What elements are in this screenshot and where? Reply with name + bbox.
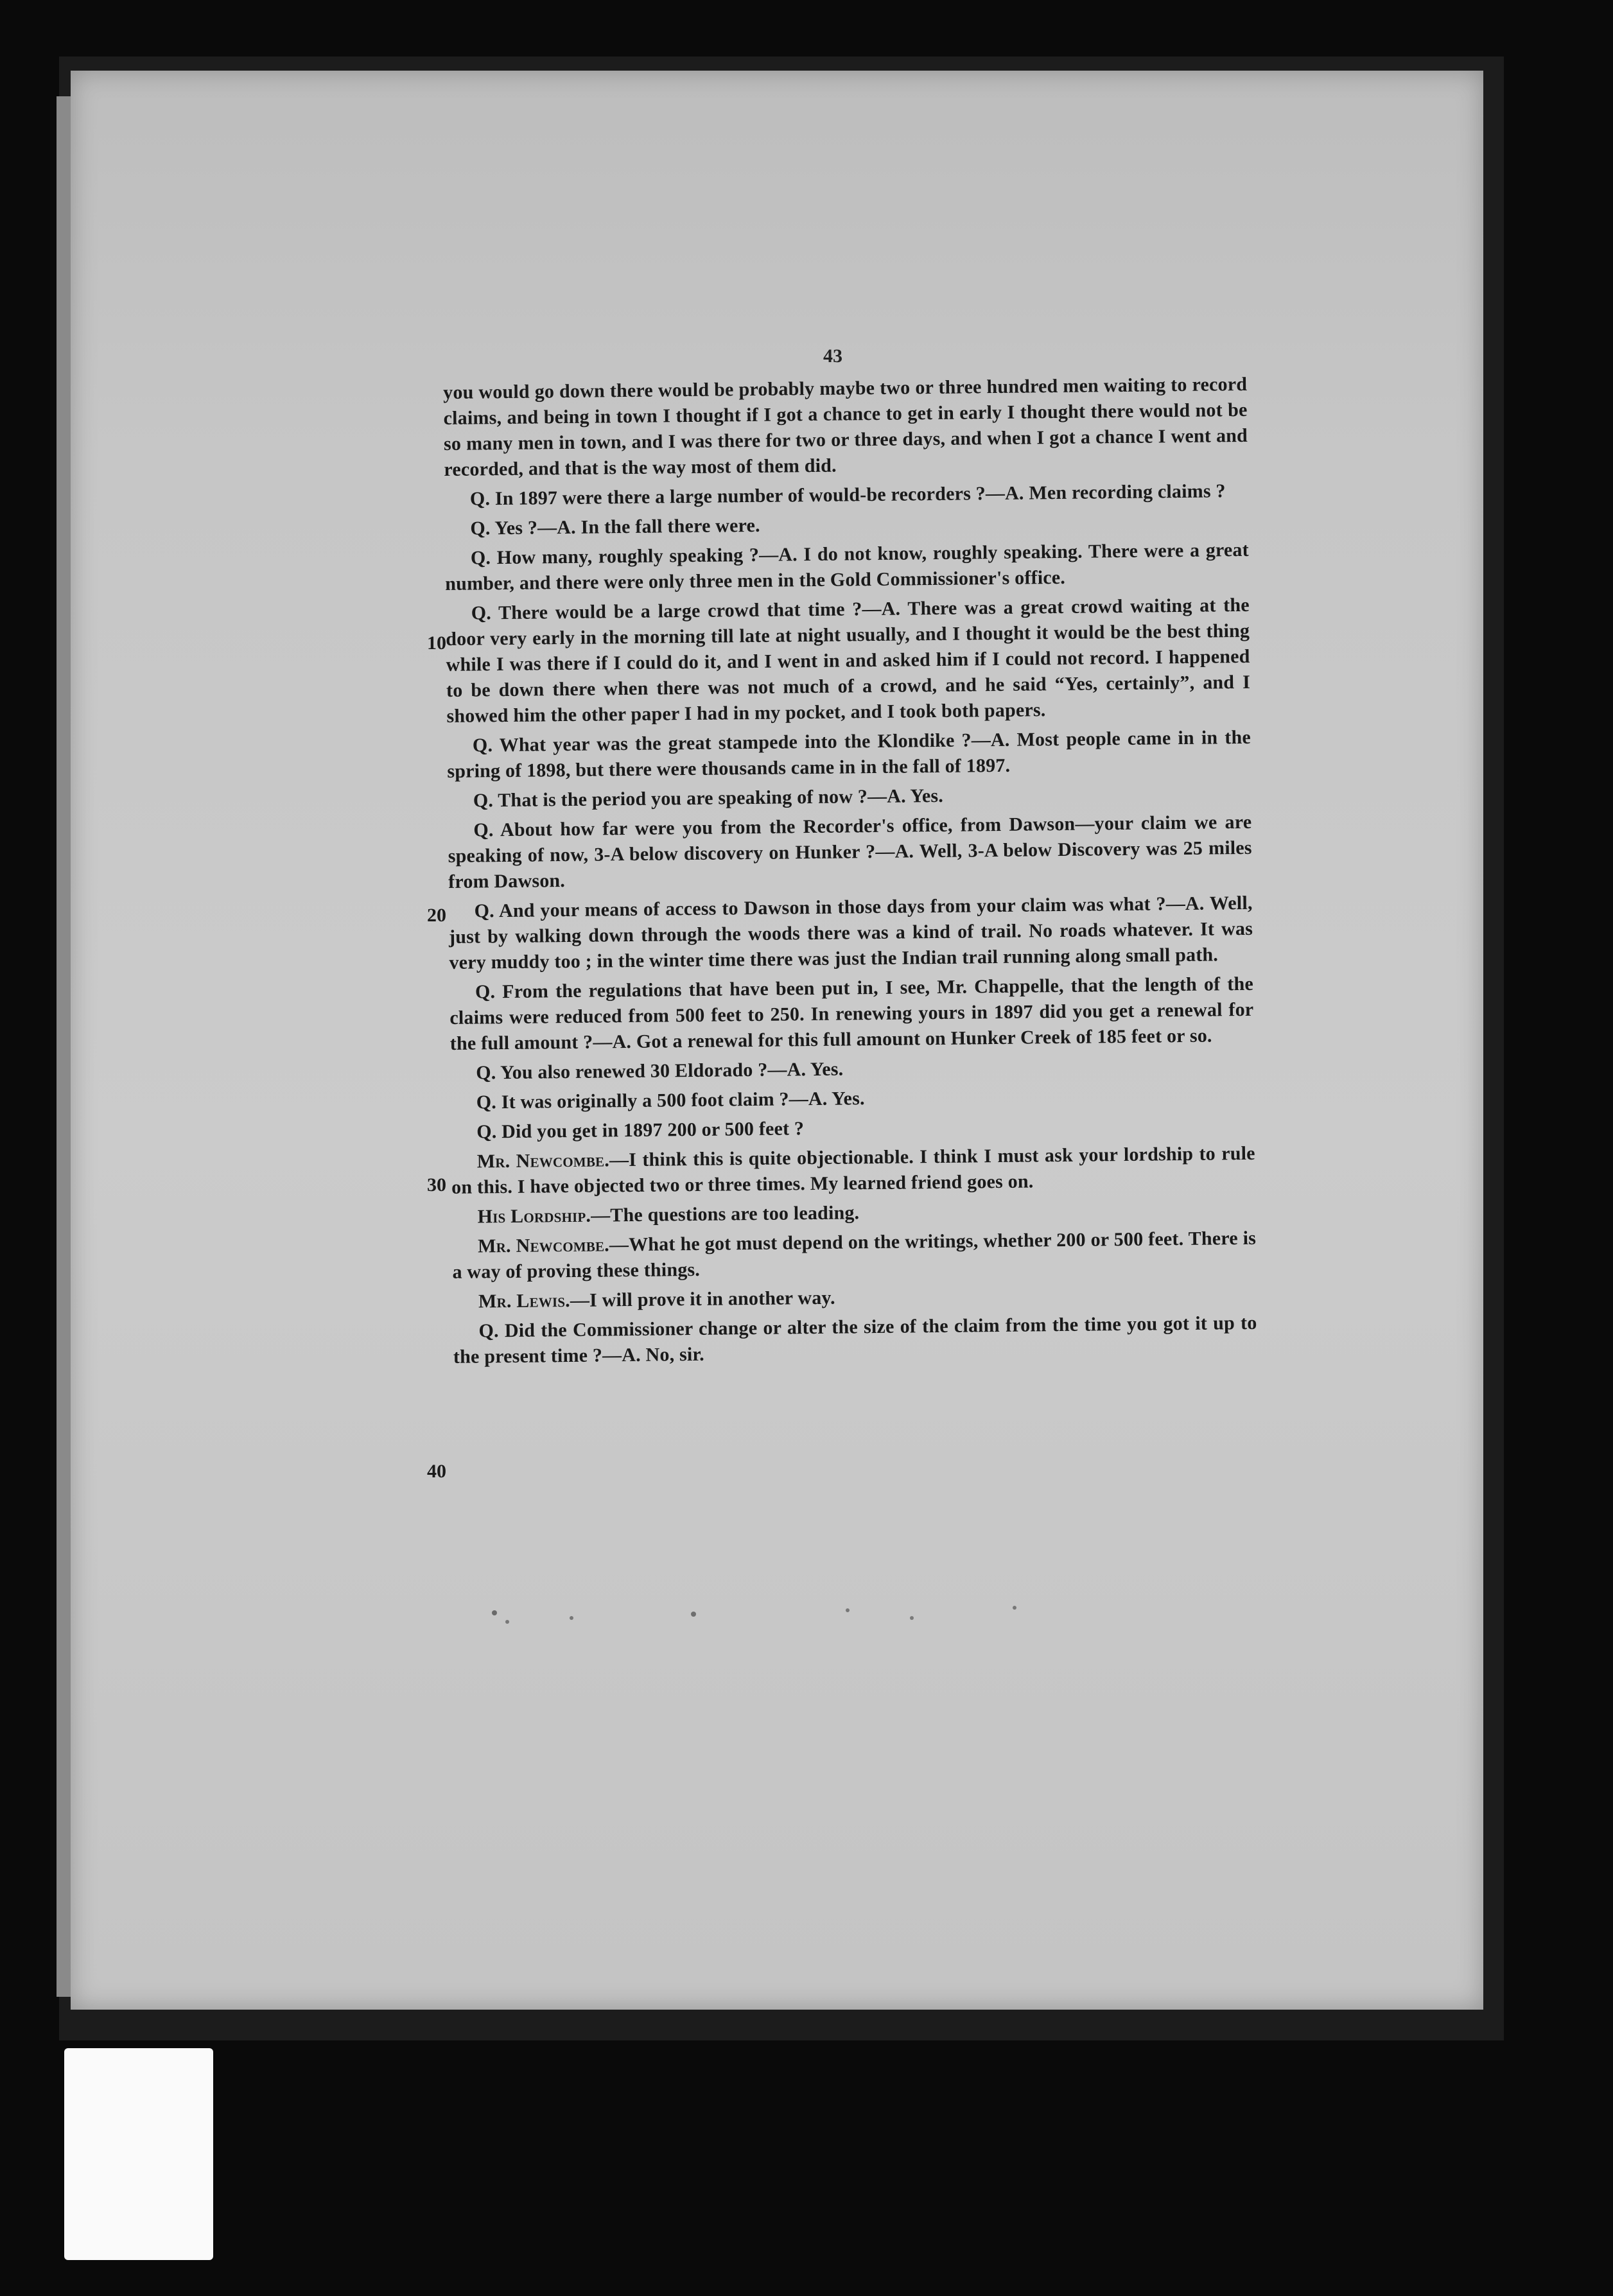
document-body bbox=[443, 372, 1257, 1374]
line-number-40: 40 bbox=[427, 1461, 446, 1482]
paragraph-text: Q. About how far were you from the Recorder's office, from Dawson—your claim we are speaking of now, 3-A below discovery on Hunker ?—A. Well, 3-A below Discovery was 25 miles from Dawson. bbox=[448, 811, 1252, 892]
paragraph-text: —The questions are too leading. bbox=[590, 1202, 860, 1226]
paragraph-text: Q. Did you get in 1897 200 or 500 feet ? bbox=[476, 1118, 805, 1143]
paragraph-text: —I think this is quite objectionable. I think I must ask your lordship to rule on this. I have objected two or three times. My learned friend goes on. bbox=[451, 1142, 1255, 1198]
paragraph bbox=[448, 810, 1252, 895]
paragraph bbox=[451, 1111, 1255, 1145]
page-number: 43 bbox=[823, 345, 842, 367]
paragraph bbox=[445, 537, 1250, 597]
paragraph-text: —What he got must depend on the writings, whether 200 or 500 feet. There is a way of proving these things. bbox=[452, 1227, 1257, 1283]
paragraph-text: Q. In 1897 were there a large number of would-be recorders ?—A. Men recording claims ? bbox=[469, 480, 1226, 510]
speaker-name: Mr. Lewis. bbox=[478, 1290, 571, 1312]
speaker-name: Mr. Newcombe. bbox=[476, 1149, 610, 1172]
paragraph bbox=[452, 1226, 1257, 1285]
paragraph-text: Q. It was originally a 500 foot claim ?—A. Yes. bbox=[476, 1088, 865, 1113]
speaker-name: Mr. Newcombe. bbox=[477, 1234, 610, 1257]
paragraph-text: Q. And your means of access to Dawson in those days from your claim was what ?—A. Well, just by walking down through the woods there was a kind of trail. No roads whatever. It was very muddy too ; in the winter time there was just the Indian trail running along small path. bbox=[448, 892, 1253, 973]
paragraph bbox=[449, 971, 1254, 1057]
paragraph-text: you would go down there would be probably maybe two or three hundred men waiting to record claims, and being in town I thought if I got a chance to get in early I thought there would not be so many men in town, and I was there for two or three days, and when I got a chance I went and recorded, and that is the way most of them did. bbox=[443, 373, 1248, 480]
paragraph bbox=[446, 593, 1251, 729]
paragraph-text: Q. Yes ?—A. In the fall there were. bbox=[470, 514, 760, 539]
paragraph bbox=[444, 478, 1248, 512]
ink-specks bbox=[475, 1599, 1053, 1637]
paragraph bbox=[450, 1052, 1254, 1086]
paragraph bbox=[451, 1196, 1255, 1230]
paragraph-text: Q. From the regulations that have been put in, I see, Mr. Chappelle, that the length of the claims were reduced from 500 feet to 250. In renewing yours in 1897 did you get a renewal for the full amount ?—A. Got a renewal for this full amount on Hunker Creek of 185 feet or so. bbox=[449, 973, 1254, 1054]
paragraph bbox=[443, 372, 1248, 483]
line-number-30: 30 bbox=[427, 1174, 446, 1196]
paragraph bbox=[453, 1281, 1257, 1315]
speaker-name: His Lordship. bbox=[477, 1205, 591, 1228]
archive-label-blank bbox=[64, 2048, 213, 2260]
line-number-20: 20 bbox=[427, 905, 446, 926]
paragraph bbox=[453, 1310, 1257, 1370]
line-number-10: 10 bbox=[427, 632, 446, 654]
paragraph-text: Q. You also renewed 30 Eldorado ?—A. Yes. bbox=[476, 1058, 844, 1084]
paragraph-text: Q. How many, roughly speaking ?—A. I do not know, roughly speaking. There were a great number, and there were only three men in the Gold Commissioner's office. bbox=[445, 539, 1250, 595]
paragraph-text: Q. Did the Commissioner change or alter the size of the claim from the time you got it up to the present time ?—A. No, sir. bbox=[453, 1312, 1257, 1368]
paragraph bbox=[451, 1141, 1256, 1201]
paragraph-text: —I will prove it in another way. bbox=[570, 1287, 835, 1312]
paragraph bbox=[451, 1082, 1255, 1116]
paragraph bbox=[448, 891, 1253, 976]
paragraph-text: Q. What year was the great stampede into the Klondike ?—A. Most people came in in the spring of 1898, but there were thousands came in in the fall of 1897. bbox=[447, 726, 1251, 782]
paragraph bbox=[444, 508, 1248, 542]
paragraph bbox=[448, 780, 1251, 814]
paragraph-text: Q. There would be a large crowd that time ?—A. There was a great crowd waiting at the door very early in the morning till late at night usually, and I thought it would be the best thing while I was there if I could do it, and I went in and asked him if I could not record. I happened to be down there when there was not much of a crowd, and he said “Yes, certainly”, and I showed him the other paper I had in my pocket, and I took both papers. bbox=[446, 594, 1251, 727]
paragraph-text: Q. That is the period you are speaking of now ?—A. Yes. bbox=[473, 785, 944, 812]
paragraph bbox=[447, 725, 1251, 785]
